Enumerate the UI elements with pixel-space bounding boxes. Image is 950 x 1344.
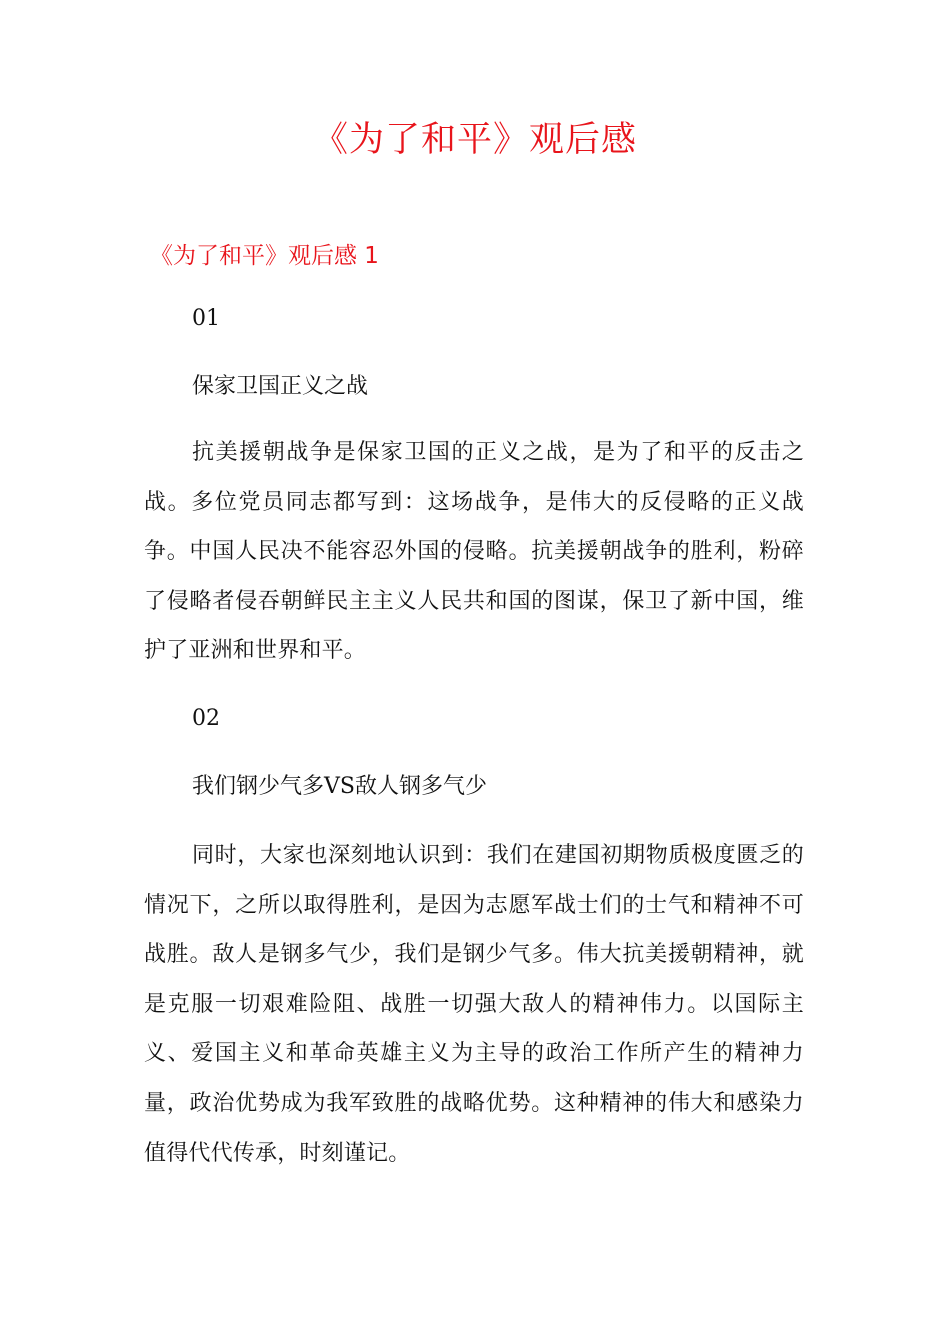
section-number-01: 01 <box>192 306 220 331</box>
section-number-02: 02 <box>192 706 220 731</box>
paragraph-2: 同时，大家也深刻地认识到：我们在建国初期物质极度匮乏的情况下，之所以取得胜利，是因为志愿军战士们的士气和精神不可战胜。敌人是钢多气少，我们是钢少气多。伟大抗美援朝精神，就是克服一切艰难险阻、战胜一切强大敌人的精神伟力。以国际主义、爱国主义和革命英雄主义为主导的政治工作所产生的精神力量，政治优势成为我军致胜的战略优势。这种精神的伟大和感染力值得代代传承，时刻谨记。 <box>144 843 804 1166</box>
paragraph-1: 抗美援朝战争是保家卫国的正义之战，是为了和平的反击之战。多位党员同志都写到：这场战争，是伟大的反侵略的正义战争。中国人民决不能容忍外国的侵略。抗美援朝战争的胜利，粉碎了侵略者侵吞朝鲜民主主义人民共和国的图谋，保卫了新中国，维护了亚洲和世界和平。 <box>144 440 804 664</box>
section-heading: 《为了和平》观后感 1 <box>150 243 379 269</box>
document-title: 《为了和平》观后感 <box>312 120 637 160</box>
subheading-just-war: 保家卫国正义之战 <box>192 374 369 399</box>
subheading-steel-spirit: 我们钢少气多VS敌人钢多气少 <box>192 774 487 799</box>
